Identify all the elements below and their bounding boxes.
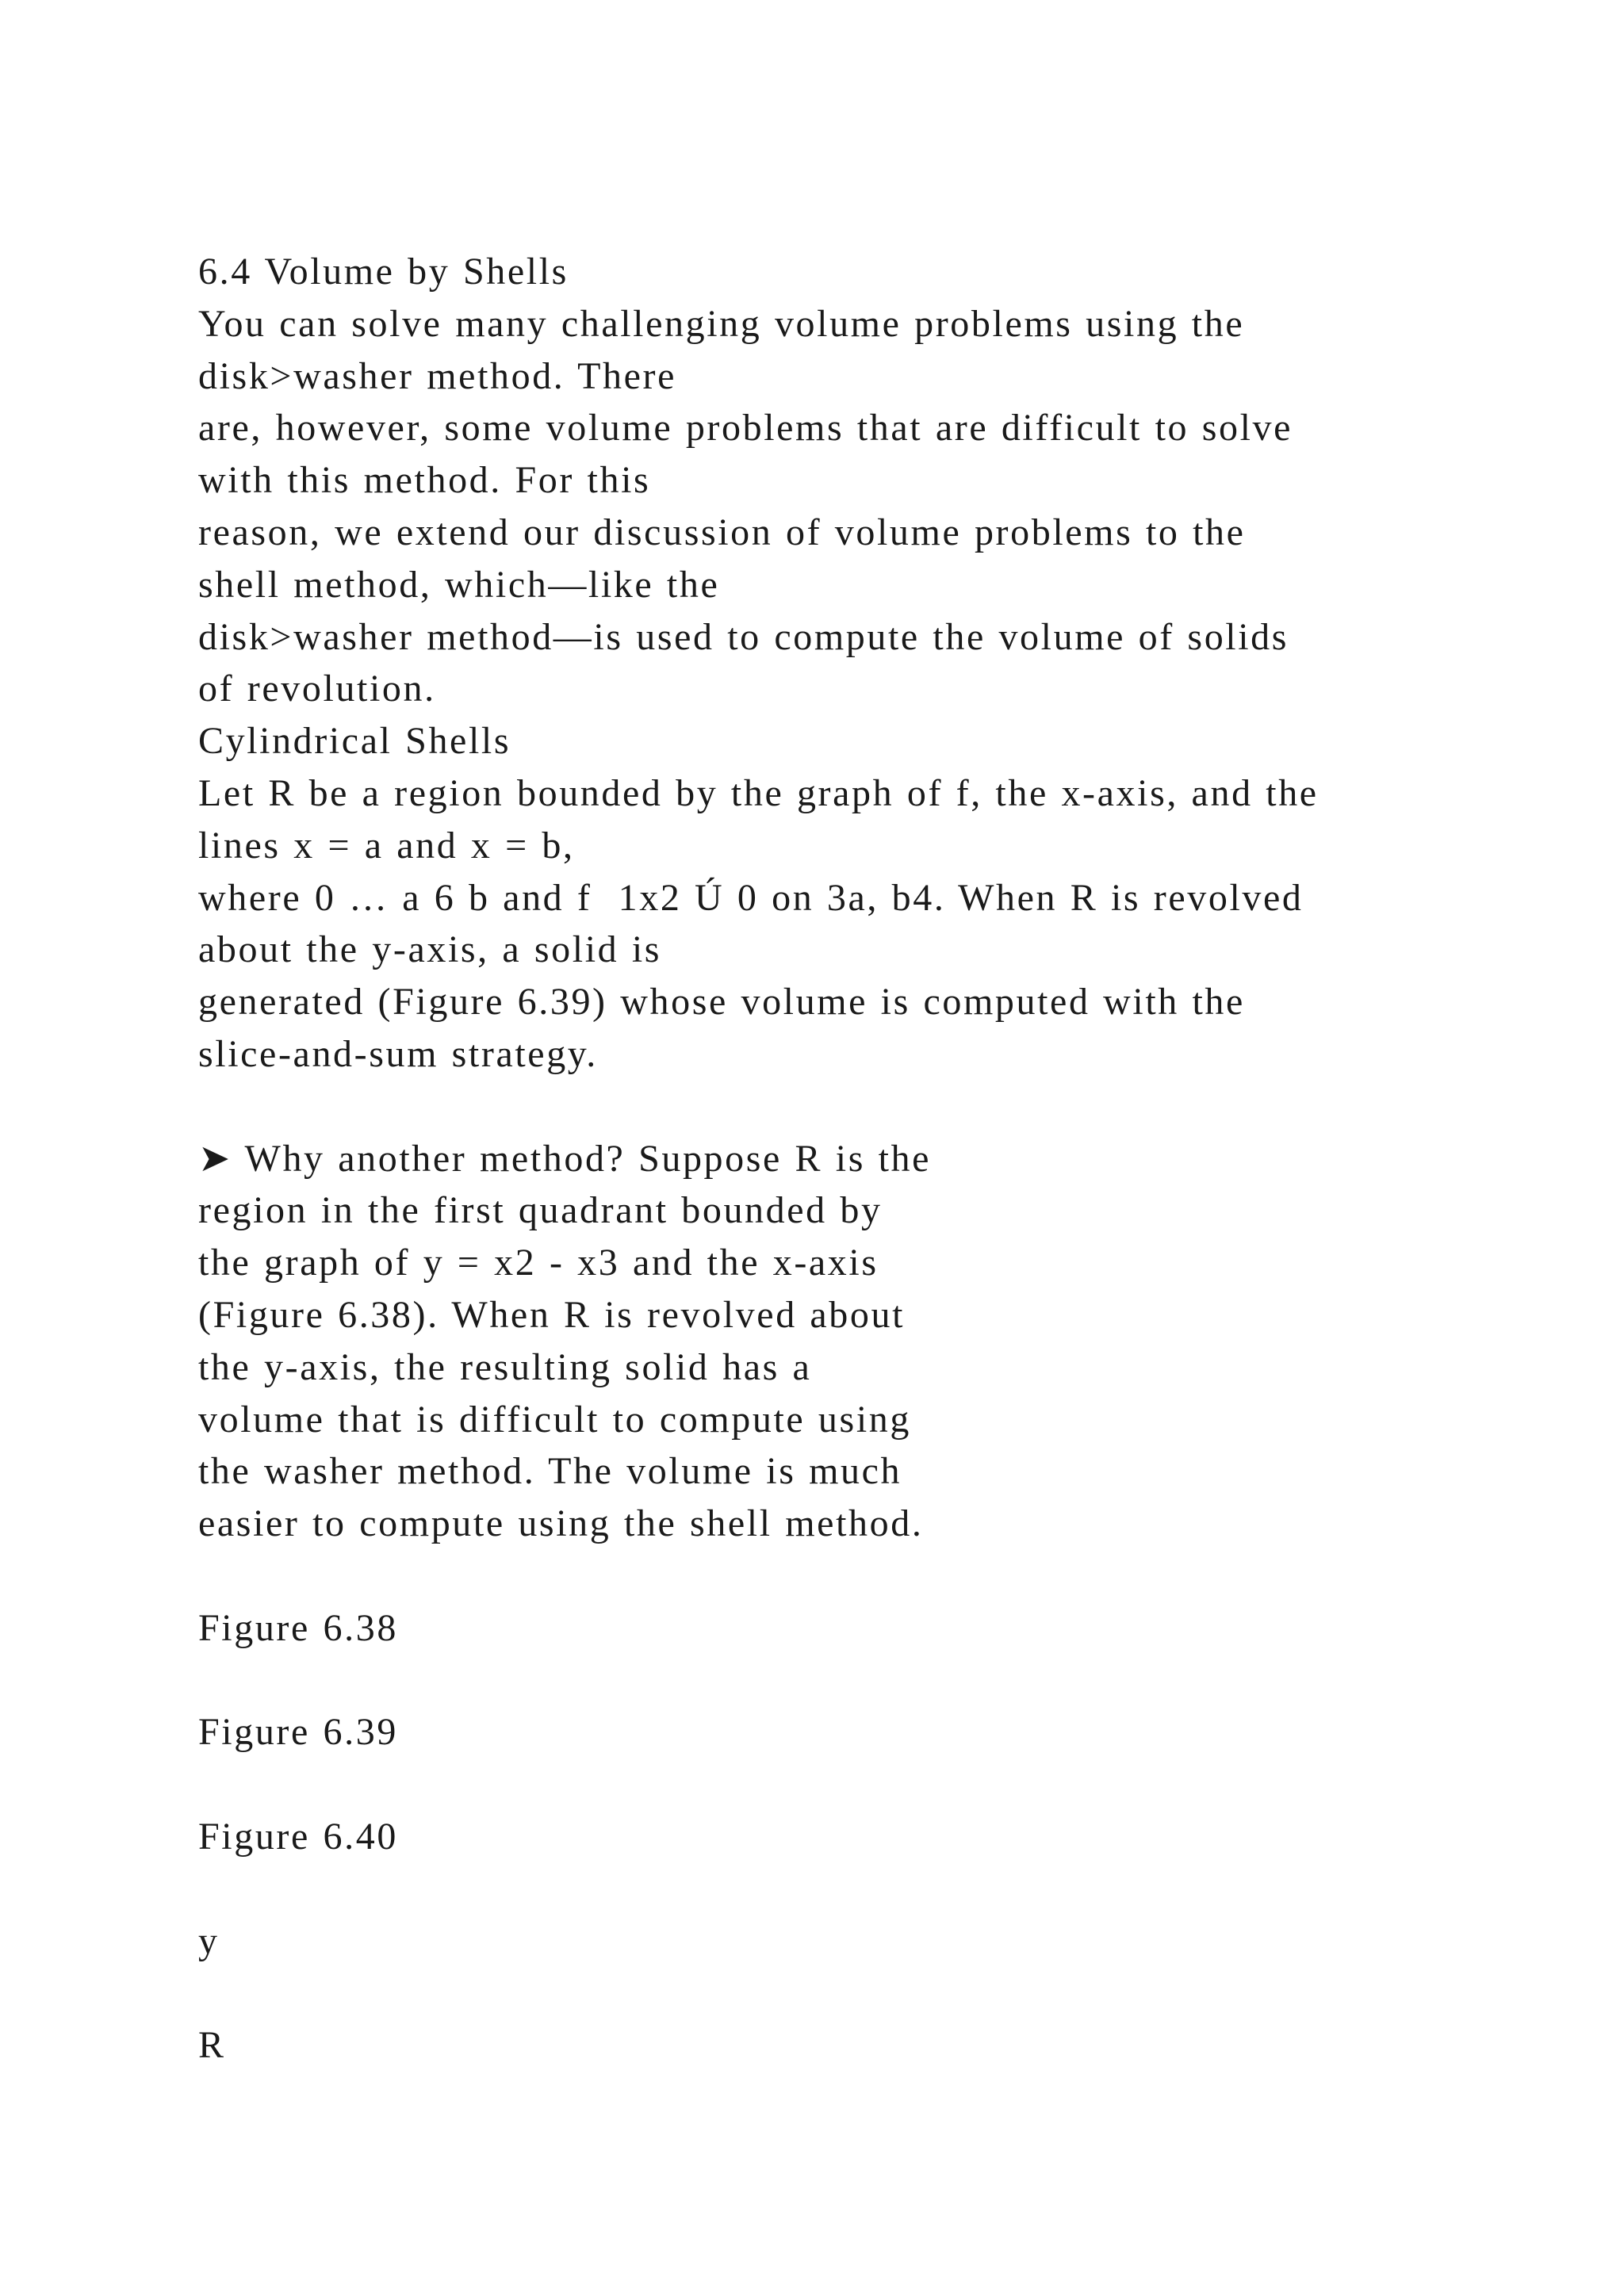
- spacer: [198, 1863, 1546, 1915]
- body-line: slice-and-sum strategy.: [198, 1032, 598, 1075]
- figure-label: Figure 6.40: [198, 1815, 398, 1858]
- sidebar-note-line: ➤ Why another method? Suppose R is the: [198, 1137, 932, 1180]
- spacer: [198, 1655, 1546, 1707]
- figure-label: Figure 6.38: [198, 1606, 398, 1649]
- sidebar-note-line: the y-axis, the resulting solid has a: [198, 1345, 812, 1388]
- sidebar-note-line: volume that is difficult to compute using: [198, 1398, 911, 1441]
- intro-line: You can solve many challenging volume problems using the: [198, 302, 1245, 345]
- body-line: Let R be a region bounded by the graph of f, the x-axis, and the: [198, 771, 1319, 814]
- document-text: [198, 246, 1546, 2072]
- axis-label-y: y: [198, 1919, 220, 1962]
- intro-line: disk>washer method—is used to compute the volume of solids: [198, 615, 1289, 658]
- intro-line: shell method, which—like the: [198, 563, 720, 606]
- figure-label: Figure 6.39: [198, 1711, 398, 1754]
- intro-line: are, however, some volume problems that are difficult to solve: [198, 407, 1293, 450]
- sidebar-note-line: the graph of y = x2 - x3 and the x-axis: [198, 1242, 879, 1284]
- intro-line: reason, we extend our discussion of volume problems to the: [198, 511, 1246, 553]
- spacer: [198, 1967, 1546, 2019]
- sidebar-note-line: easier to compute using the shell method.: [198, 1502, 924, 1545]
- intro-line: with this method. For this: [198, 459, 651, 502]
- intro-line: of revolution.: [198, 668, 436, 710]
- intro-line: disk>washer method. There: [198, 354, 677, 397]
- sidebar-note-line: (Figure 6.38). When R is revolved about: [198, 1293, 906, 1336]
- section-title: 6.4 Volume by Shells: [198, 251, 569, 293]
- region-label: R: [198, 2024, 226, 2067]
- body-line: about the y-axis, a solid is: [198, 928, 662, 971]
- spacer: [198, 1081, 1546, 1133]
- body-line: where 0 … a 6 b and f 1x2 Ú 0 on 3a, b4. When R is revolved: [198, 876, 1304, 919]
- sidebar-note-line: the washer method. The volume is much: [198, 1450, 902, 1493]
- sidebar-note-line: region in the first quadrant bounded by: [198, 1189, 883, 1232]
- spacer: [198, 1550, 1546, 1602]
- spacer: [198, 1758, 1546, 1811]
- body-line: generated (Figure 6.39) whose volume is computed with the: [198, 981, 1245, 1024]
- body-line: lines x = a and x = b,: [198, 824, 575, 867]
- subsection-title: Cylindrical Shells: [198, 720, 511, 763]
